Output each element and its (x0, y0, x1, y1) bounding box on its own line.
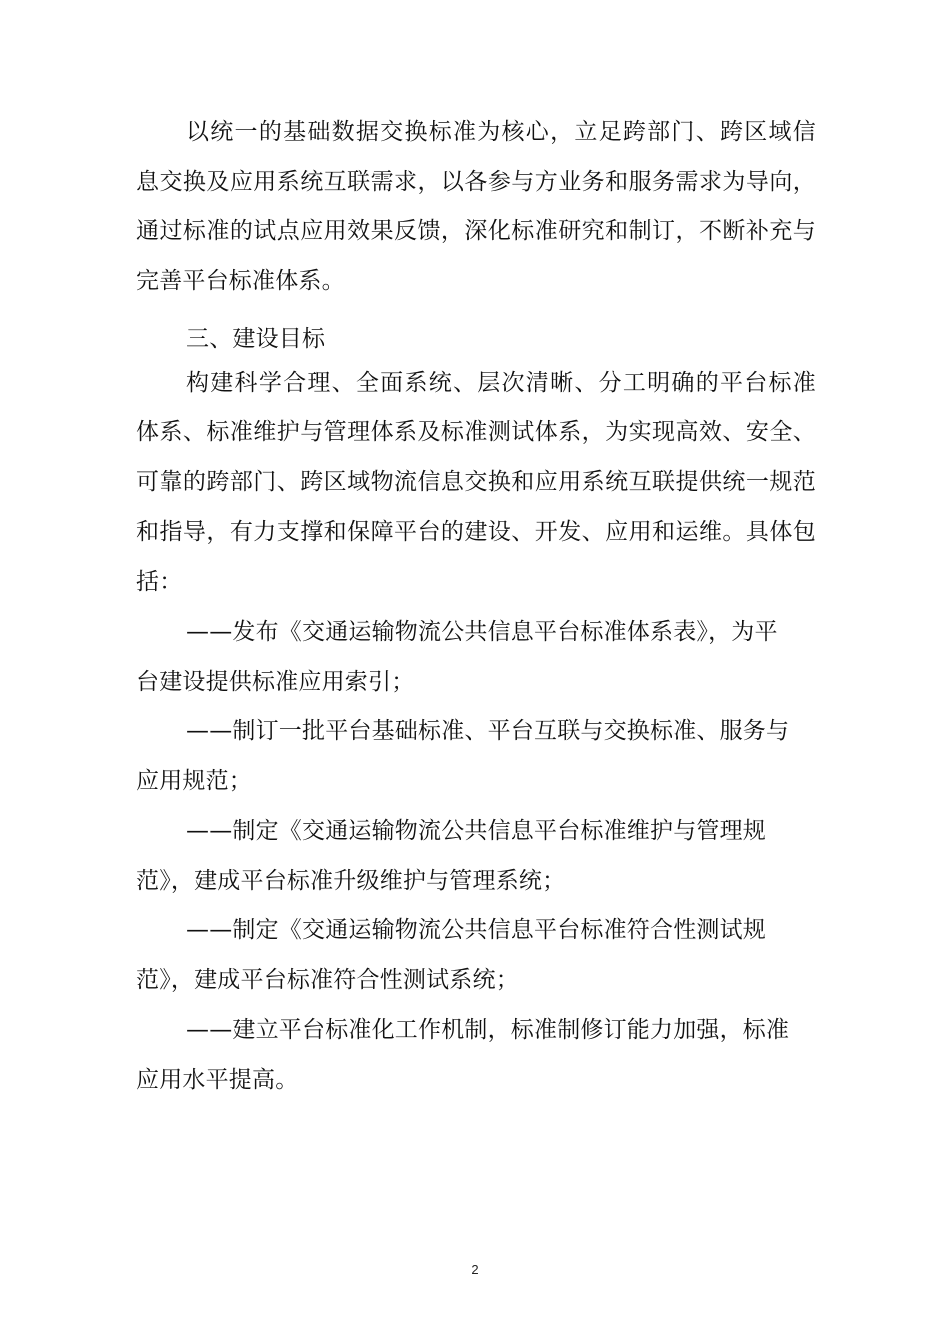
paragraph-1-line-4: 完善平台标准体系。 (136, 268, 345, 294)
item-2-line-1: ——制订一批平台基础标准、平台互联与交换标准、服务与 (186, 718, 790, 744)
paragraph-2-line-2: 体系、标准维护与管理体系及标准测试体系，为实现高效、安全、 (136, 419, 816, 445)
paragraph-2-line-5: 括： (136, 569, 183, 595)
paragraph-2-line-1: 构建科学合理、全面系统、层次清晰、分工明确的平台标准 (186, 370, 816, 396)
page-number: 2 (471, 1262, 479, 1277)
item-4-line-2: 范》，建成平台标准符合性测试系统； (136, 967, 519, 993)
item-4-line-1: ——制定《交通运输物流公共信息平台标准符合性测试规 (186, 917, 766, 943)
paragraph-1-line-2: 息交换及应用系统互联需求，以各参与方业务和服务需求为导向， (136, 169, 816, 195)
paragraph-1-line-1: 以统一的基础数据交换标准为核心，立足跨部门、跨区域信 (186, 119, 816, 145)
paragraph-1-line-3: 通过标准的试点应用效果反馈，深化标准研究和制订，不断补充与 (136, 218, 816, 244)
item-1-line-1: ——发布《交通运输物流公共信息平台标准体系表》，为平 (186, 619, 778, 645)
paragraph-2-line-3: 可靠的跨部门、跨区域物流信息交换和应用系统互联提供统一规范 (136, 469, 816, 495)
item-3-line-2: 范》，建成平台标准升级维护与管理系统； (136, 868, 566, 894)
item-5-line-2: 应用水平提高。 (136, 1067, 299, 1093)
item-3-line-1: ——制定《交通运输物流公共信息平台标准维护与管理规 (186, 818, 766, 844)
item-2-line-2: 应用规范； (136, 768, 252, 794)
paragraph-2-line-4: 和指导，有力支撑和保障平台的建设、开发、应用和运维。具体包 (136, 519, 816, 545)
item-1-line-2: 台建设提供标准应用索引； (136, 669, 415, 695)
item-5-line-1: ——建立平台标准化工作机制，标准制修订能力加强，标准 (186, 1017, 790, 1043)
section-heading: 三、建设目标 (186, 326, 326, 352)
